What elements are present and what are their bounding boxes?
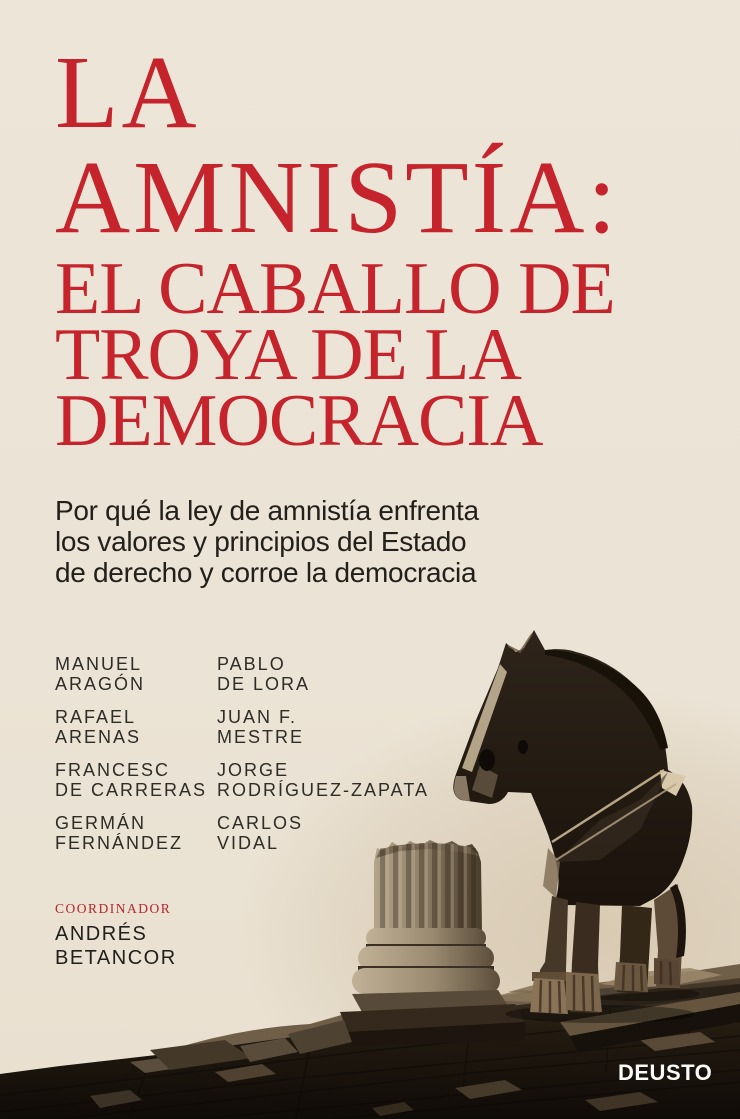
authors-column-2 <box>217 654 497 866</box>
author-name: PABLO DE LORA <box>217 654 311 694</box>
coordinator-name: ANDRÉS BETANCOR <box>55 923 177 969</box>
author-name: GERMÁN FERNÁNDEZ <box>55 813 184 853</box>
author-name: JUAN F. MESTRE <box>217 707 305 747</box>
title-line: EL CABALLO DE <box>55 248 615 330</box>
subtitle <box>55 495 535 588</box>
subtitle-line: de derecho y corroe la democracia <box>55 557 477 588</box>
author-name: FRANCESC DE CARRERAS <box>55 760 208 800</box>
author-name: MANUEL ARAGÓN <box>55 654 146 694</box>
title-secondary <box>55 248 715 462</box>
title-line: LA <box>55 35 200 150</box>
author-name: JORGE RODRÍGUEZ-ZAPATA <box>217 760 429 800</box>
subtitle-line: los valores y principios del Estado <box>55 526 467 557</box>
title-line: DEMOCRACIA <box>55 380 543 462</box>
author-name: CARLOS VIDAL <box>217 813 304 853</box>
coordinator-label: COORDINADOR <box>55 901 172 916</box>
author-name: RAFAEL ARENAS <box>55 707 142 747</box>
title-line: AMNISTÍA: <box>55 140 620 255</box>
title-primary <box>55 35 715 255</box>
subtitle-line: Por qué la ley de amnistía enfrenta <box>55 495 479 526</box>
title-line: TROYA DE LA <box>55 314 521 396</box>
publisher-logo: DEUSTO <box>618 1060 713 1085</box>
